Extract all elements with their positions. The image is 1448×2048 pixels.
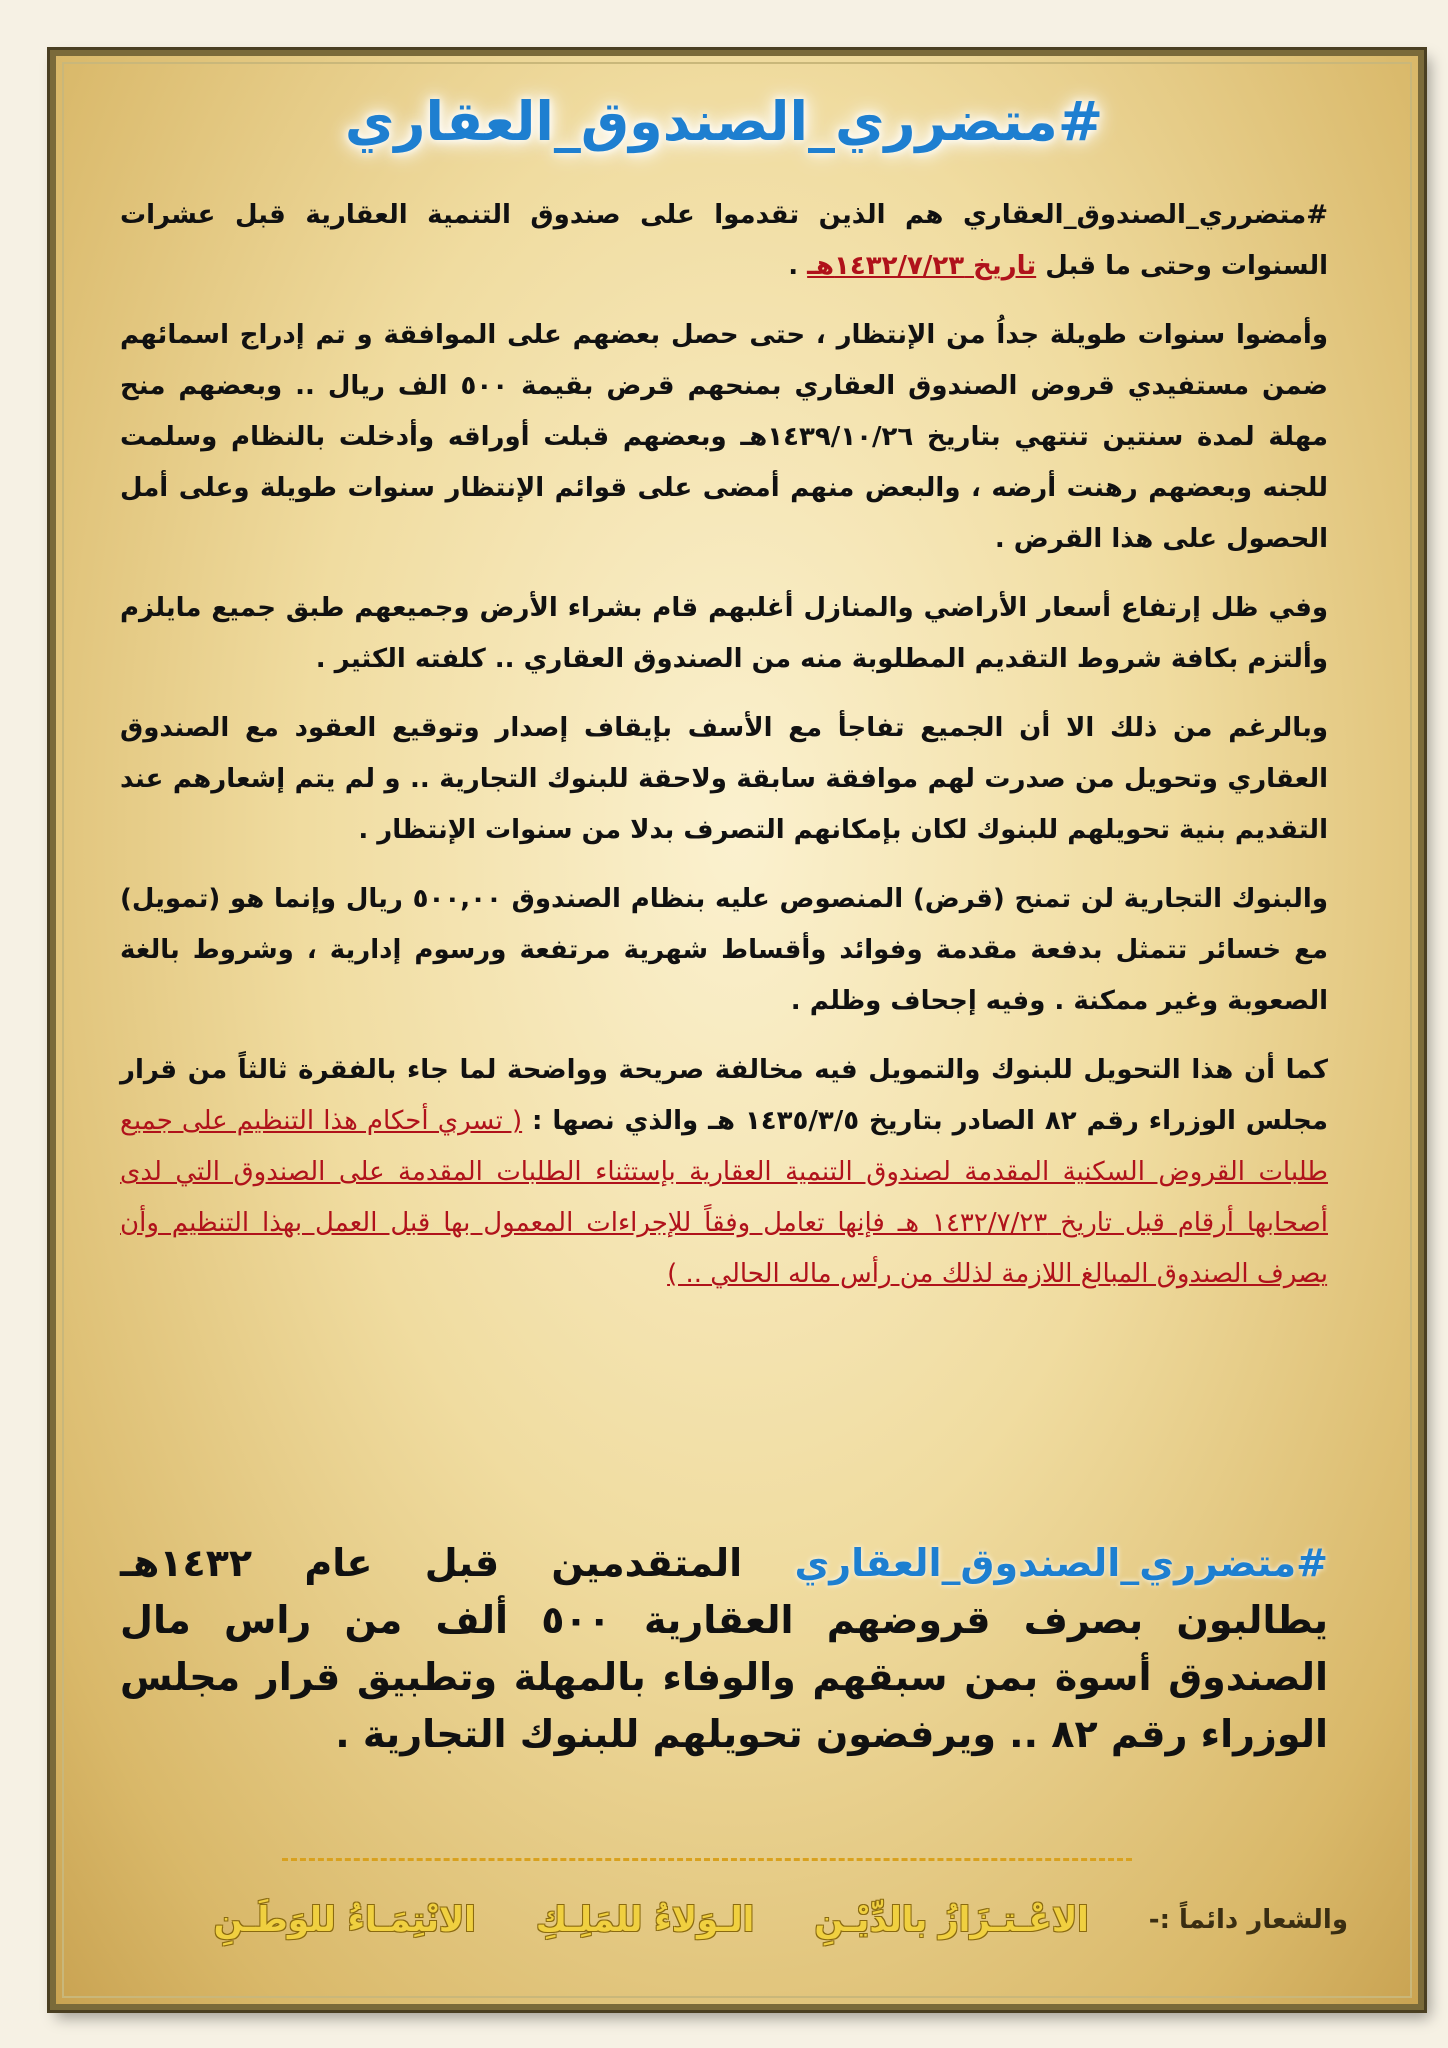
paragraph-intro bbox=[120, 190, 1328, 292]
dashed-divider bbox=[282, 1858, 1132, 1861]
intro-text: #متضرري_الصندوق_العقاري هم الذين تقدموا على صندوق التنمية العقارية قبل عشرات السنوات وحتى ما قبل bbox=[120, 200, 1328, 281]
call-to-action bbox=[120, 1535, 1328, 1763]
paragraph-banks-transfer: وبالرغم من ذلك الا أن الجميع تفاجأ مع الأسف بإيقاف إصدار وتوقيع العقود مع الصندوق العقاري وتحويل من صدرت لهم موافقة سابقة ولاحقة للبنوك التجارية .. و لم يتم إشعارهم عند التقديم بنية تحويلهم للبنوك لكان بإمكانهم التصرف بدلا من سنوات الإنتظار . bbox=[120, 713, 1328, 845]
call-hashtag: #متضرري_الصندوق_العقاري bbox=[794, 1541, 1328, 1585]
motto-loyalty: الـوَلاءُ للمَلِـكِ bbox=[535, 1900, 755, 1940]
motto-label: والشعار دائماً :- bbox=[1148, 1905, 1348, 1935]
paragraph-financing: والبنوك التجارية لن تمنح (قرض) المنصوص عليه بنظام الصندوق ٥٠٠,٠٠ ريال وإنما هو (تمويل) مع خسائر تتمثل بدفعة مقدمة وفوائد وأقساط شهرية مرتفعة ورسوم إدارية ، وشروط بالغة الصعوبة وغير ممكنة . وفيه إجحاف وظلم . bbox=[120, 884, 1328, 1016]
motto-row bbox=[140, 1900, 1348, 1940]
paragraph-land: وفي ظل إرتفاع أسعار الأراضي والمنازل أغلبهم قام بشراء الأرض وجميعهم طبق جميع مايلزم وألتزم بكافة شروط التقديم المطلوبة منه من الصندوق العقاري .. كلفته الكثير . bbox=[120, 593, 1328, 674]
intro-date: تاريخ ١٤٣٢/٧/٢٣هـ bbox=[807, 251, 1037, 281]
motto-religion: الاعْـتـزَازُ بالدِّيْـنِ bbox=[814, 1900, 1089, 1940]
paragraph-decree bbox=[120, 1045, 1328, 1300]
intro-end: . bbox=[788, 251, 808, 281]
decree-quote: ( تسري أحكام هذا التنظيم على جميع طلبات القروض السكنية المقدمة لصندوق التنمية العقارية بإستثناء الطلبات المقدمة على الصندوق التي لدى أصحابها أرقام قبل تاريخ ١٤٣٢/٧/٢٣ هـ فإنها تعامل وفقاً للإجراءات المعمول بها قبل العمل بهذا التنظيم وأن يصرف الصندوق المبالغ اللازمة لذلك من رأس ماله الحالي .. ) bbox=[120, 1106, 1328, 1289]
call-text: المتقدمين قبل عام ١٤٣٢هـ يطالبون بصرف قروضهم العقارية ٥٠٠ ألف من راس مال الصندوق أسوة بمن سبقهم والوفاء بالمهلة وتطبيق قرار مجلس الوزراء رقم ٨٢ .. ويرفضون تحويلهم للبنوك التجارية . bbox=[120, 1541, 1328, 1756]
motto-homeland: الانْتِمَـاءُ للوَطَـنِ bbox=[213, 1900, 476, 1940]
paragraph-waiting: وأمضوا سنوات طويلة جداُ من الإنتظار ، حتى حصل بعضهم على الموافقة و تم إدراج اسمائهم ضمن مستفيدي قروض الصندوق العقاري بمنحهم قرض بقيمة ٥٠٠ الف ريال .. وبعضهم منح مهلة لمدة سنتين تنتهي بتاريخ ١٤٣٩/١٠/٢٦هـ وبعضهم قبلت أوراقه وأدخلت بالنظام وسلمت للجنه وبعضهم رهنت أرضه ، والبعض منهم أمضى على قوائم الإنتظار سنوات طويلة وعلى أمل الحصول على هذا القرض . bbox=[120, 320, 1328, 554]
decree-text: كما أن هذا التحويل للبنوك والتمويل فيه مخالفة صريحة وواضحة لما جاء بالفقرة ثالثاً من قرار مجلس الوزراء رقم ٨٢ الصادر بتاريخ ١٤٣٥/٣/٥ هـ والذي نصها : bbox=[120, 1055, 1328, 1136]
page-title: #متضرري_الصندوق_العقاري bbox=[344, 90, 1104, 153]
article-body bbox=[120, 190, 1328, 1318]
